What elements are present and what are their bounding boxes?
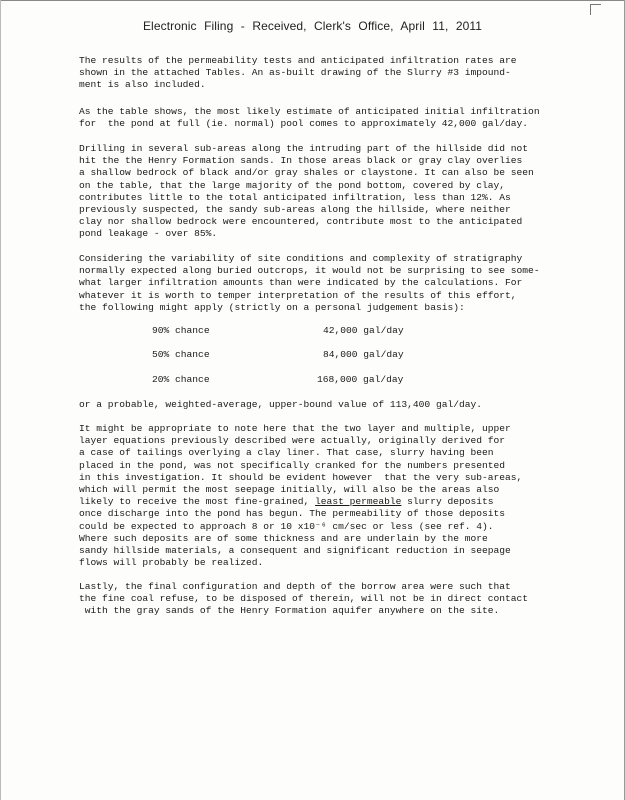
text-line: layer equations previously described were actually, originally derived for — [79, 435, 506, 447]
text-line: the following might apply (strictly on a personal judgement basis): — [79, 301, 465, 313]
paragraph-appropriate — [79, 423, 579, 569]
text-segment: likely to receive the most fine-grained, — [79, 496, 316, 508]
text-line: Drilling in several sub-areas along the intruding part of the hillside did not — [79, 143, 529, 154]
probability-chance: 90% chance — [152, 325, 210, 336]
text-line: which will permit the most seepage initially, will also be the areas also — [79, 484, 500, 496]
probability-value: 168,000 gal/day — [317, 374, 404, 385]
text-line: clay nor shallow bedrock were encountered, contribute most to the anticipated — [79, 216, 523, 228]
text-line: once discharge into the pond has begun. The permeability of those deposits — [79, 508, 506, 520]
text-line: sandy hillside materials, a consequent and significant reduction in seepage — [79, 545, 511, 557]
text-line: The results of the permeability tests and anticipated infiltration rates are — [79, 55, 517, 66]
text-line: Considering the variability of site conditions and complexity of stratigraphy — [79, 253, 523, 264]
page-top-edge — [0, 0, 625, 1]
probability-value: 84,000 gal/day — [323, 349, 404, 360]
text-line: what larger infiltration amounts than were indicated by the calculations. For — [79, 277, 523, 289]
text-line: or a probable, weighted-average, upper-bound value of 113,400 gal/day. — [79, 399, 483, 410]
text-line-mixed — [79, 496, 579, 508]
text-line: flows will probably be realized. — [79, 557, 264, 569]
probability-chance: 50% chance — [152, 349, 210, 360]
text-line: previously suspected, the sandy sub-areas along the hillside, where neither — [79, 204, 511, 216]
probability-chance: 20% chance — [152, 374, 210, 385]
text-line: a case of tailings overlying a clay liner. That case, slurry having been — [79, 447, 494, 459]
text-line: in this investigation. It should be evident however that the very sub-areas, — [79, 471, 523, 483]
corner-mark — [590, 4, 601, 15]
text-line: whatever it is worth to temper interpretation of the results of this effort, — [79, 289, 517, 301]
paragraph-results — [79, 55, 579, 92]
paragraph-lastly — [79, 581, 579, 618]
paragraph-estimate — [79, 106, 579, 130]
text-segment: slurry deposits — [401, 496, 494, 508]
page-left-edge — [0, 0, 1, 800]
text-line: pond leakage - over 85%. — [79, 228, 218, 240]
text-line: Lastly, the final configuration and depth of the borrow area were such that — [79, 581, 511, 592]
text-line: a shallow bedrock of black and/or gray shales or claystone. It can also be seen — [79, 167, 534, 179]
filing-stamp: Electronic Filing - Received, Clerk's Office, April 11, 2011 — [142, 19, 483, 33]
text-line: for the pond at full (ie. normal) pool comes to approximately 42,000 gal/day. — [79, 118, 529, 130]
text-line: ment is also included. — [79, 79, 206, 91]
probability-value: 42,000 gal/day — [323, 325, 404, 336]
text-line: It might be appropriate to note here that the two layer and multiple, upper — [79, 423, 511, 434]
text-line: the fine coal refuse, to be disposed of therein, will not be in direct contact — [79, 593, 529, 605]
text-line: on the table, that the large majority of the pond bottom, covered by clay, — [79, 179, 506, 191]
text-line: contributes little to the total anticipated infiltration, less than 12%. As — [79, 191, 511, 203]
paragraph-variability — [79, 253, 579, 314]
text-line: shown in the attached Tables. An as-built drawing of the Slurry #3 impound- — [79, 67, 511, 79]
text-line: hit the the Henry Formation sands. In those areas black or gray clay overlies — [79, 155, 523, 167]
paragraph-drilling — [79, 143, 579, 241]
text-line: As the table shows, the most likely estimate of anticipated initial infiltration — [79, 106, 540, 117]
underlined-text: least permeable — [315, 496, 402, 508]
paragraph-upper-bound — [79, 399, 579, 411]
text-line: normally expected along buried outcrops, it would not be surprising to see some- — [79, 265, 540, 277]
text-line: placed in the pond, was not specifically cranked for the numbers presented — [79, 459, 506, 471]
text-line: with the gray sands of the Henry Formation aquifer anywhere on the site. — [79, 605, 500, 617]
text-line: Where such deposits are of some thickness and are underlain by the more — [79, 532, 488, 544]
text-line: could be expected to approach 8 or 10 x10⁻⁶ cm/sec or less (see ref. 4). — [79, 520, 494, 532]
